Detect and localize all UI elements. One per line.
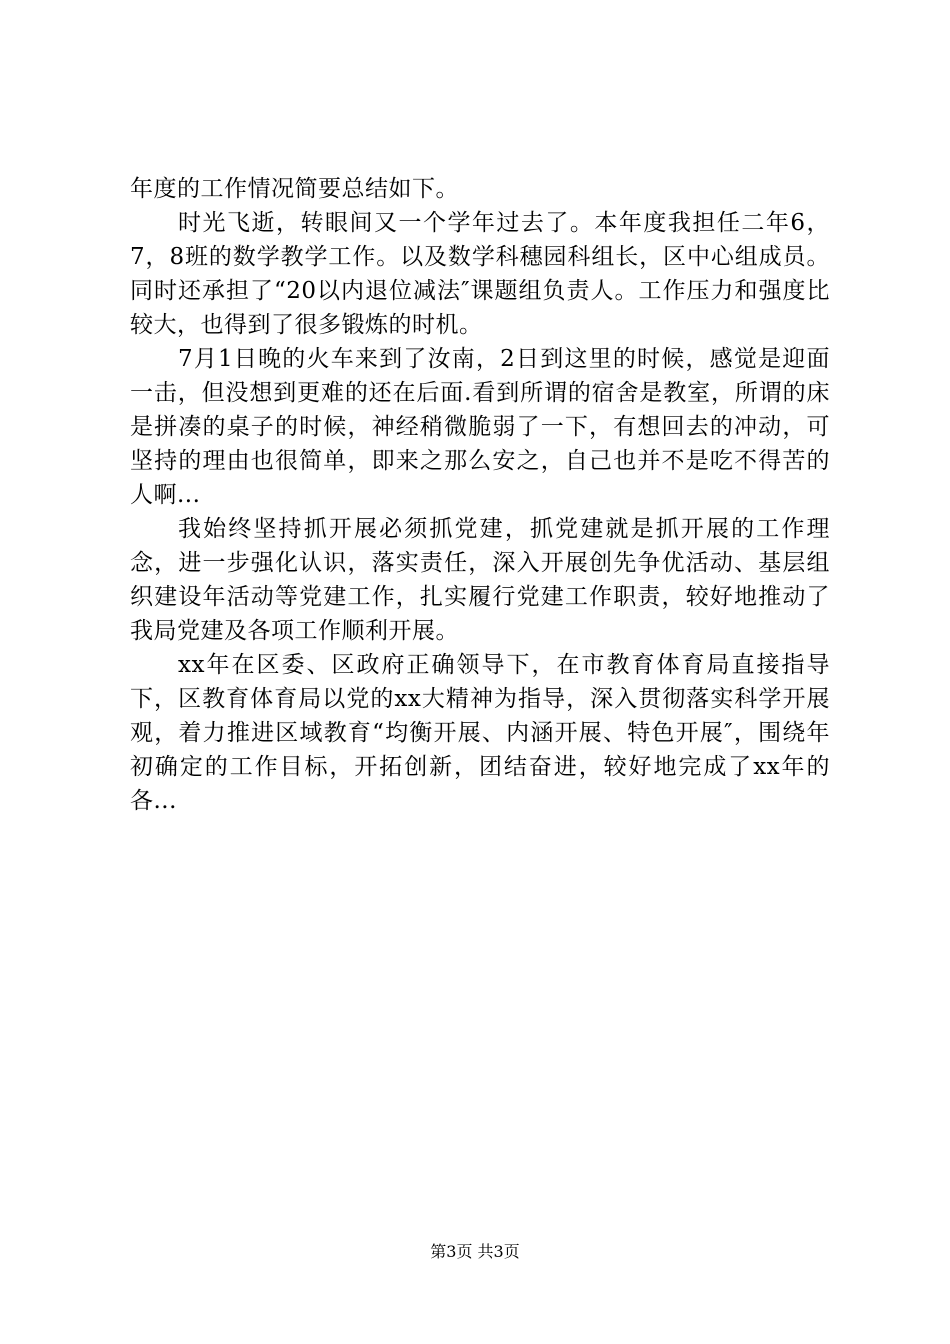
- document-body: [130, 172, 830, 818]
- paragraph-1: 年度的工作情况简要总结如下。: [130, 176, 459, 202]
- page-number-label: 第3页 共3页: [430, 1242, 520, 1261]
- paragraph-5: xx年在区委、区政府正确领导下，在市教育体育局直接指导下，区教育体育局以党的xx大精神为指导，深入贯彻落实科学开展观，着力推进区域教育“均衡开展、内涵开展、特色开展″，围绕年初确定的工作目标，开拓创新，团结奋进，较好地完成了xx年的各...: [130, 652, 830, 814]
- paragraph-3: 7月1日晚的火车来到了汝南，2日到这里的时候，感觉是迎面一击，但没想到更难的还在后面.看到所谓的宿舍是教室，所谓的床是拼凑的桌子的时候，神经稍微脆弱了一下，有想回去的冲动，可坚持的理由也很简单，即来之那么安之，自己也并不是吃不得苦的人啊...: [130, 346, 830, 508]
- paragraph-4: 我始终坚持抓开展必须抓党建，抓党建就是抓开展的工作理念，进一步强化认识，落实责任，深入开展创先争优活动、基层组织建设年活动等党建工作，扎实履行党建工作职责，较好地推动了我局党建及各项工作顺利开展。: [130, 516, 830, 644]
- paragraph-2: 时光飞逝，转眼间又一个学年过去了。本年度我担任二年6，7，8班的数学教学工作。以及数学科穗园科组长，区中心组成员。同时还承担了“20以内退位减法″课题组负责人。工作压力和强度比较大，也得到了很多锻炼的时机。: [130, 210, 830, 338]
- page-footer: [0, 1242, 950, 1262]
